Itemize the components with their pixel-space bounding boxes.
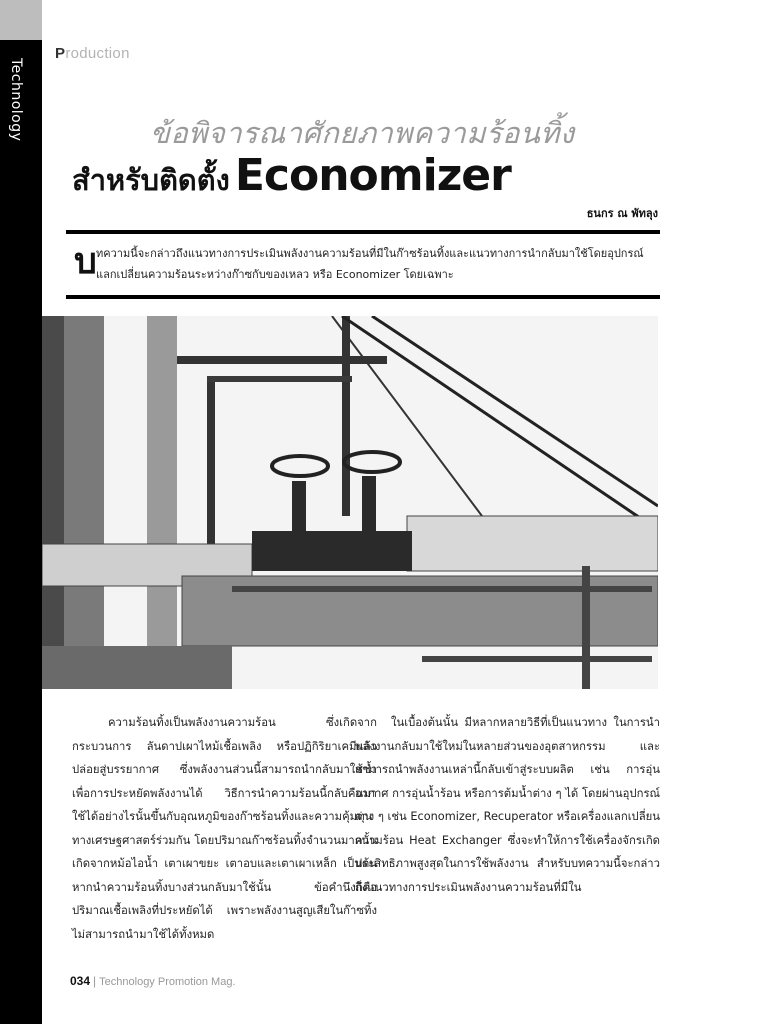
magazine-name: Technology Promotion Mag. <box>99 976 236 988</box>
body-column-left <box>72 711 377 946</box>
title-line-2-english: Economizer <box>234 150 511 201</box>
page-footer <box>70 974 236 988</box>
abstract-bottom-rule <box>66 295 660 299</box>
sidebar-top-block <box>0 0 42 40</box>
sidebar-bar <box>0 0 42 1024</box>
section-initial: P <box>55 45 66 62</box>
title-line-2 <box>72 150 511 203</box>
page-number: 034 <box>70 974 91 988</box>
section-tab-label: Technology <box>8 58 24 142</box>
abstract-text: ทความนี้จะกล่าวถึงแนวทางการประเมินพลังงานความร้อนที่มีในก๊าซร้อนทิ้งและแนวทางการนำกลับมาใช้โดยอุปกรณ์แลกเปลี่ยนความร้อนระหว่างก๊าซกับของเหลว หรือ Economizer โดยเฉพาะ <box>96 247 644 281</box>
industrial-pipe-photo <box>42 316 658 689</box>
abstract-top-rule <box>66 230 660 234</box>
section-rest: roduction <box>65 45 130 62</box>
title-line-1: ข้อพิจารณาศักยภาพความร้อนทิ้ง <box>150 116 575 150</box>
body-column-right <box>355 711 660 899</box>
section-heading <box>55 45 130 62</box>
title-line-2-thai: สำหรับติดตั้ง <box>72 163 230 197</box>
author-byline: ธนกร ณ พัทลุง <box>586 207 658 220</box>
body-paragraph-right: ในเบื้องต้นนั้น มีหลากหลายวิธีที่เป็นแนวทาง ในการนำพลังงานกลับมาใช้ใหม่ในหลายส่วนของอุตสาหกรรม และสามารถนำพลังงานเหล่านี้กลับเข้าสู่ระบบผลิต เช่น การอุ่นอากาศ การอุ่นน้ำร้อน หรือการต้มน้ำต่าง ๆ ได้ โดยผ่านอุปกรณ์ต่าง ๆ เช่น Economizer, Recuperator หรือเครื่องแลกเปลี่ยนความร้อน Heat Exchanger ซึ่งจะทำให้การใช้เครื่องจักรเกิดประสิทธิภาพสูงสุดในการใช้พลังงาน สำหรับบทความนี้จะกล่าวถึงแนวทางการประเมินพลังงานความร้อนที่มีใน <box>355 716 660 894</box>
body-paragraph-left: ความร้อนทิ้งเป็นพลังงานความร้อน ซึ่งเกิดจากกระบวนการ ลันดาปเผาไหม้เชื้อเพลิง หรือปฏิกิริยาเคมีแล้วปล่อยสู่บรรยากาศ ซึ่งพลังงานส่วนนี้สามารถนำกลับมาใช้ซ้ำเพื่อการประหยัดพลังงานได้ วิธีการนำความร้อนนี้กลับคืนมาใช้ได้อย่างไรนั้นขึ้นกับอุณหภูมิของก๊าซร้อนทิ้งและความคุ้มทุนทางเศรษฐศาสตร์ร่วมกัน โดยปริมาณก๊าซร้อนทิ้งจำนวนมากนั้นเกิดจากหม้อไอน้ำ เตาเผาขยะ เตาอบและเตาเผาเหล็ก เป็นต้น หากนำความร้อนทิ้งบางส่วนกลับมาใช้นั้น ข้อคำนึงก็คือ ปริมาณเชื้อเพลิงที่ประหยัดได้ เพราะพลังงานสูญเสียในก๊าซทิ้งไม่สามารถนำมาใช้ได้ทั้งหมด <box>72 716 377 941</box>
footer-separator: | <box>93 974 97 988</box>
abstract-dropcap: บ <box>74 241 97 282</box>
